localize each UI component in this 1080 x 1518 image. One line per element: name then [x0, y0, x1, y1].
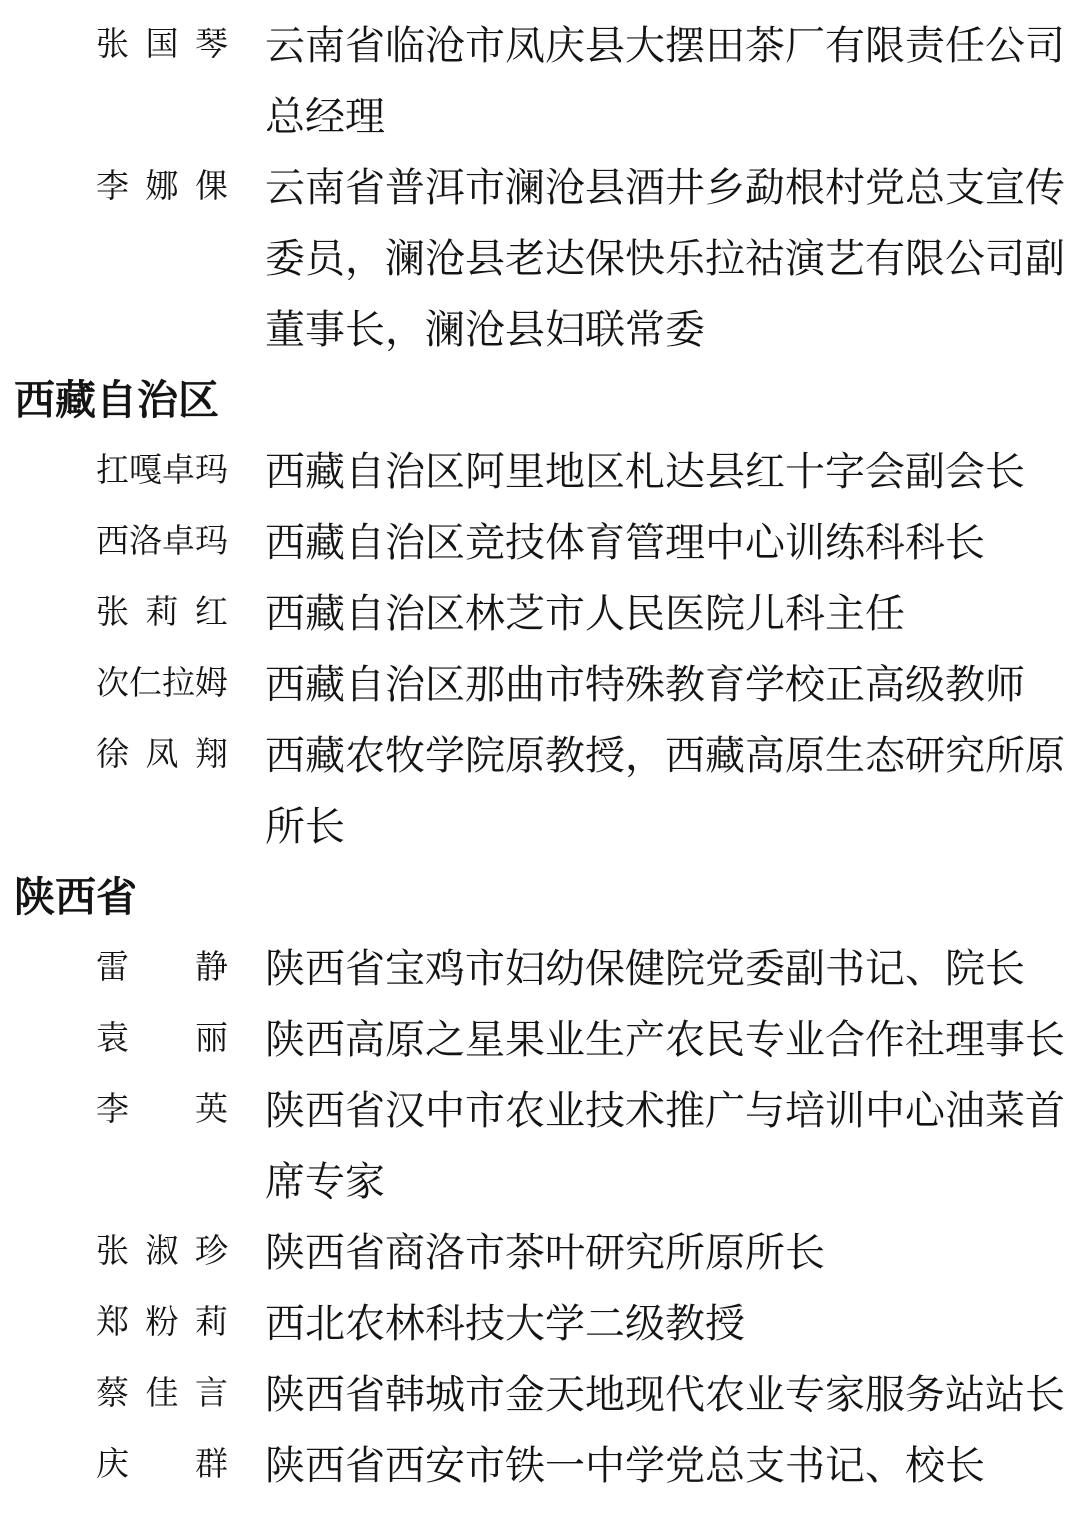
section-header: 西藏自治区: [14, 377, 219, 423]
person-name: 蔡佳言: [96, 1376, 228, 1412]
person-title: 西北农林科技大学二级教授: [265, 1301, 745, 1346]
person-name: 张国琴: [96, 27, 228, 63]
person-title: 陕西省韩城市金天地现代农业专家服务站站长: [265, 1372, 1065, 1417]
person-title: 陕西高原之星果业生产农民专业合作社理事长: [265, 1017, 1065, 1062]
person-title: 云南省普洱市澜沧县酒井乡勐根村党总支宣传委员，澜沧县老达保快乐拉祜演艺有限公司副董事长，澜沧县妇联常委: [265, 165, 1065, 352]
person-name: 张莉红: [96, 595, 228, 631]
list-item: [0, 1430, 1080, 1501]
list-item: [0, 436, 1080, 507]
list-item: [0, 1217, 1080, 1288]
person-name: 袁丽: [96, 1021, 228, 1057]
person-name: 庆群: [96, 1447, 228, 1483]
list-item: [0, 507, 1080, 578]
section-header: 陕西省: [14, 874, 137, 920]
list-item: [0, 649, 1080, 720]
person-title: 西藏自治区林芝市人民医院儿科主任: [265, 591, 905, 636]
person-name: 李娜倮: [96, 169, 228, 205]
person-title: 陕西省西安市铁一中学党总支书记、校长: [265, 1443, 985, 1488]
person-title: 西藏自治区阿里地区札达县红十字会副会长: [265, 449, 1025, 494]
list-item: [0, 152, 1080, 365]
list-item: [0, 1288, 1080, 1359]
person-name: 李英: [96, 1092, 228, 1128]
list-item: [0, 933, 1080, 1004]
list-item: [0, 1075, 1080, 1217]
list-item: [0, 1359, 1080, 1430]
person-title: 西藏自治区竞技体育管理中心训练科科长: [265, 520, 985, 565]
person-name: 扛嘎卓玛: [96, 453, 228, 489]
person-title: 云南省临沧市凤庆县大摆田茶厂有限责任公司总经理: [265, 23, 1065, 139]
person-name: 雷静: [96, 950, 228, 986]
person-name: 郑粉莉: [96, 1305, 228, 1341]
list-item: [0, 10, 1080, 152]
person-title: 西藏农牧学院原教授，西藏高原生态研究所原所长: [265, 733, 1065, 849]
list-item: [0, 578, 1080, 649]
person-title: 西藏自治区那曲市特殊教育学校正高级教师: [265, 662, 1025, 707]
person-title: 陕西省商洛市茶叶研究所原所长: [265, 1230, 825, 1275]
person-title: 陕西省汉中市农业技术推广与培训中心油菜首席专家: [265, 1088, 1065, 1204]
person-name: 次仁拉姆: [96, 666, 228, 702]
person-name: 西洛卓玛: [96, 524, 228, 560]
person-name: 徐凤翔: [96, 737, 228, 773]
person-title: 陕西省宝鸡市妇幼保健院党委副书记、院长: [265, 946, 1025, 991]
list-item: [0, 720, 1080, 862]
person-name: 张淑珍: [96, 1234, 228, 1270]
list-item: [0, 1004, 1080, 1075]
